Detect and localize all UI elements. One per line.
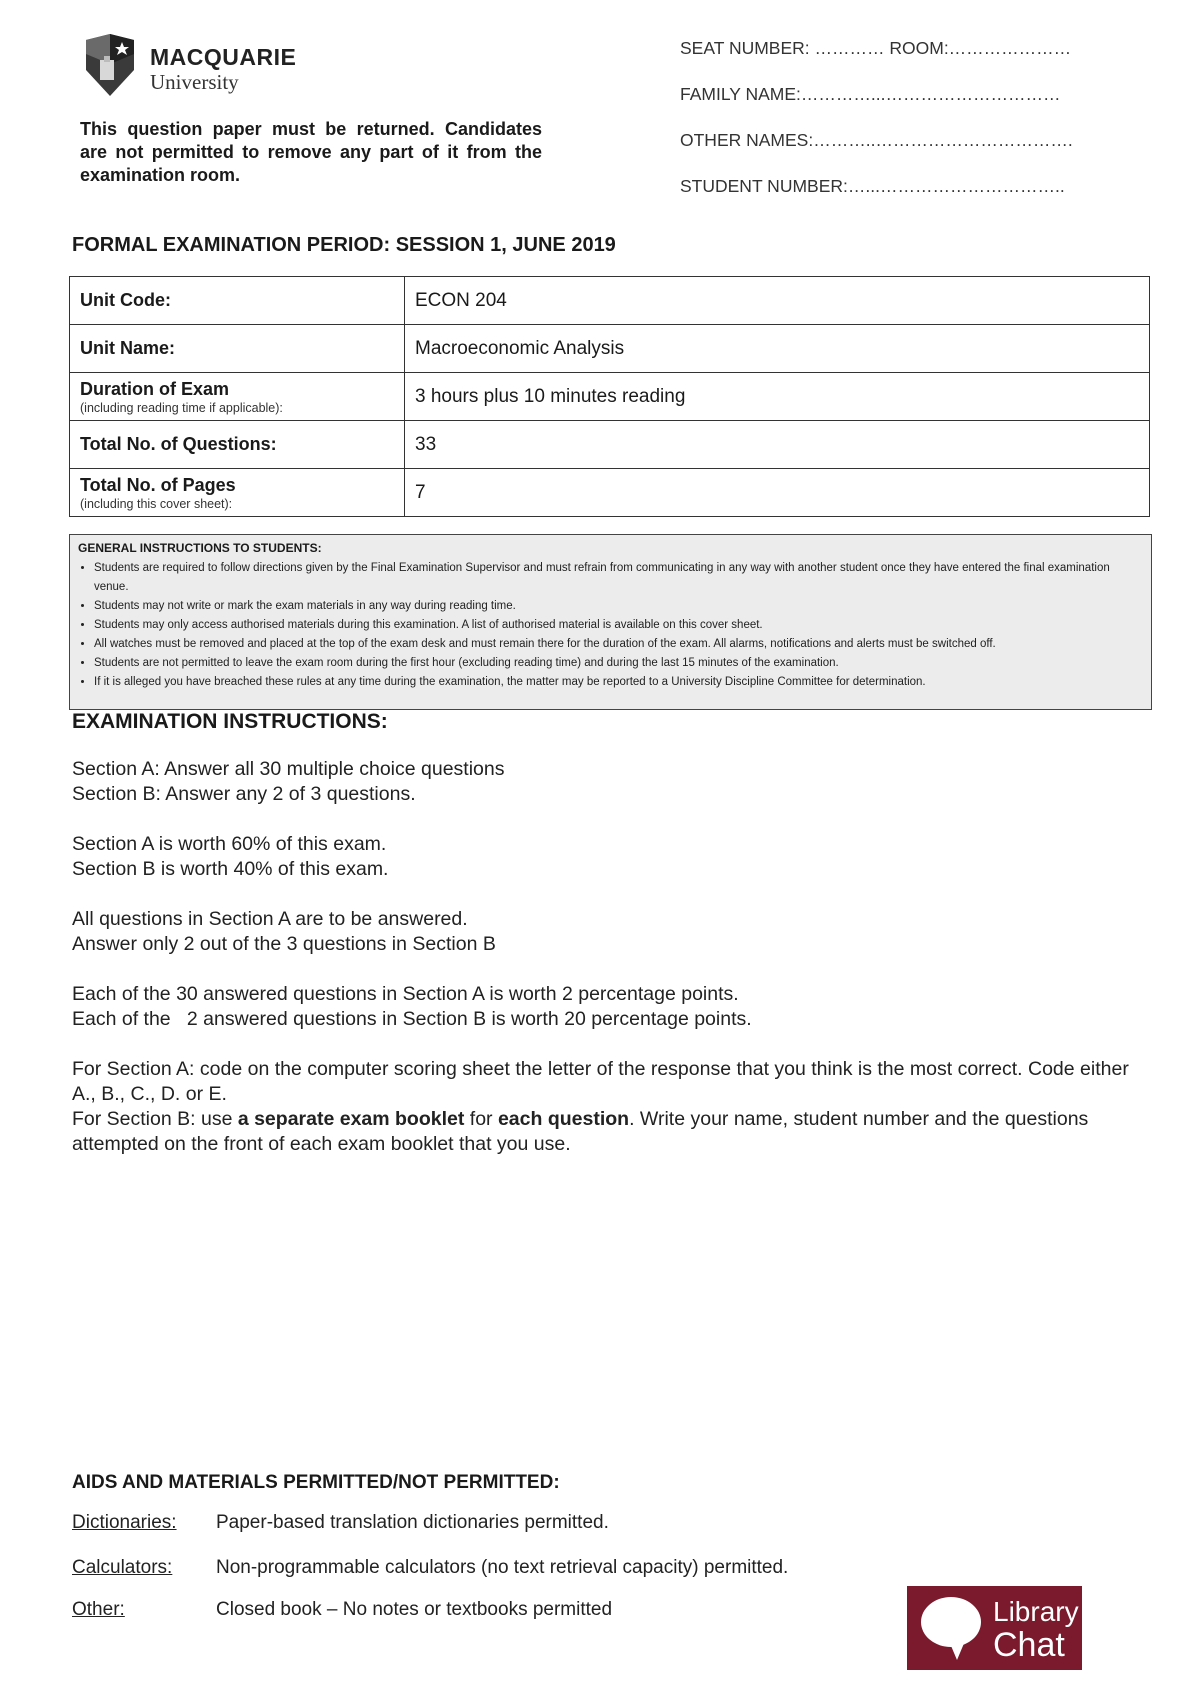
speech-bubble-icon xyxy=(913,1586,993,1670)
instruction-paragraph xyxy=(72,907,1142,957)
instruction-line: For Section B: use a separate exam booklet for each question. Write your name, student number and the questions attempted on the front of each exam booklet that you use. xyxy=(72,1108,1089,1155)
duration-value: 3 hours plus 10 minutes reading xyxy=(405,373,1150,421)
candidate-fields xyxy=(680,38,1140,222)
general-instructions-box xyxy=(69,534,1152,710)
instruction-line: Section B is worth 40% of this exam. xyxy=(72,858,389,880)
list-item: • Students are not permitted to leave the exam room during the first hour (excluding reading time) and during the last 15 minutes of the examination. xyxy=(94,654,1143,673)
instruction-line: Each of the 30 answered questions in Section A is worth 2 percentage points. xyxy=(72,983,739,1005)
general-instructions-title: GENERAL INSTRUCTIONS TO STUDENTS: xyxy=(78,541,322,555)
aid-row-other: Other: Closed book – No notes or textbooks permitted xyxy=(72,1599,613,1620)
instruction-line: Answer only 2 out of the 3 questions in Section B xyxy=(72,933,496,955)
aid-row-dictionaries: Dictionaries: Paper-based translation dictionaries permitted. xyxy=(72,1512,609,1533)
instruction-line: Each of the 2 answered questions in Section B is worth 20 percentage points. xyxy=(72,1008,752,1030)
table-row xyxy=(70,277,1150,325)
instruction-paragraph xyxy=(72,1057,1142,1157)
instruction-paragraph xyxy=(72,757,1142,807)
university-subtitle: University xyxy=(150,70,239,94)
aids-title: AIDS AND MATERIALS PERMITTED/NOT PERMITTED: xyxy=(72,1472,560,1493)
library-chat-label-2: Chat xyxy=(993,1626,1065,1664)
university-name: MACQUARIE xyxy=(150,44,297,70)
table-row xyxy=(70,373,1150,421)
total-questions-value: 33 xyxy=(405,421,1150,469)
total-pages-label: Total No. of Pages (including this cover sheet): xyxy=(70,469,405,517)
table-row xyxy=(70,469,1150,517)
university-logo xyxy=(80,34,380,106)
family-name-field: FAMILY NAME:…………...………………………… xyxy=(680,84,1061,104)
student-number-field: STUDENT NUMBER:…...………………………….. xyxy=(680,176,1065,196)
aid-row-calculators: Calculators: Non-programmable calculators (no text retrieval capacity) permitted. xyxy=(72,1557,789,1578)
instruction-line: Section A is worth 60% of this exam. xyxy=(72,833,387,855)
other-names-field: OTHER NAMES:………..……………………………. xyxy=(680,130,1073,150)
list-item: • Students may not write or mark the exam materials in any way during reading time. xyxy=(94,597,1143,616)
exam-instructions-title: EXAMINATION INSTRUCTIONS: xyxy=(72,710,388,733)
total-pages-value: 7 xyxy=(405,469,1150,517)
macquarie-logo-icon xyxy=(80,34,140,100)
unit-name-value: Macroeconomic Analysis xyxy=(405,325,1150,373)
library-chat-label-1: Library xyxy=(993,1596,1079,1627)
list-item: • Students are required to follow directions given by the Final Examination Supervisor and must refrain from communicating in any way with another student once they have entered the final examination venue. xyxy=(94,559,1143,597)
duration-label: Duration of Exam (including reading time if applicable): xyxy=(70,373,405,421)
exam-period-heading: FORMAL EXAMINATION PERIOD: SESSION 1, JUNE 2019 xyxy=(72,234,616,256)
instruction-line: For Section A: code on the computer scoring sheet the letter of the response that you think is the most correct. Code either A., B., C., D. or E. xyxy=(72,1058,1129,1105)
list-item: • Students may only access authorised materials during this examination. A list of authorised material is available on this cover sheet. xyxy=(94,616,1143,635)
total-questions-label: Total No. of Questions: xyxy=(70,421,405,469)
general-instructions-list xyxy=(78,559,1143,692)
unit-code-value: ECON 204 xyxy=(405,277,1150,325)
exam-info-table xyxy=(69,276,1150,517)
unit-code-label: Unit Code: xyxy=(70,277,405,325)
instruction-line: All questions in Section A are to be answered. xyxy=(72,908,468,930)
list-item: • All watches must be removed and placed at the top of the exam desk and must remain there for the duration of the exam. All alarms, notifications and alerts must be switched off. xyxy=(94,635,1143,654)
duration-sublabel: (including reading time if applicable): xyxy=(80,400,283,415)
list-item: • If it is alleged you have breached these rules at any time during the examination, the matter may be reported to a University Discipline Committee for determination. xyxy=(94,673,1143,692)
instruction-line: Section B: Answer any 2 of 3 questions. xyxy=(72,783,416,805)
table-row xyxy=(70,421,1150,469)
seat-room-field: SEAT NUMBER: ………… ROOM:………………… xyxy=(680,38,1072,58)
library-chat-button[interactable] xyxy=(907,1586,1082,1670)
table-row xyxy=(70,325,1150,373)
instruction-line: Section A: Answer all 30 multiple choice questions xyxy=(72,758,505,780)
return-notice: This question paper must be returned. Candidates are not permitted to remove any part of it from the examination room. xyxy=(80,119,542,185)
total-pages-sublabel: (including this cover sheet): xyxy=(80,496,233,511)
unit-name-label: Unit Name: xyxy=(70,325,405,373)
instruction-paragraph xyxy=(72,832,1142,882)
instruction-paragraph xyxy=(72,982,1142,1032)
